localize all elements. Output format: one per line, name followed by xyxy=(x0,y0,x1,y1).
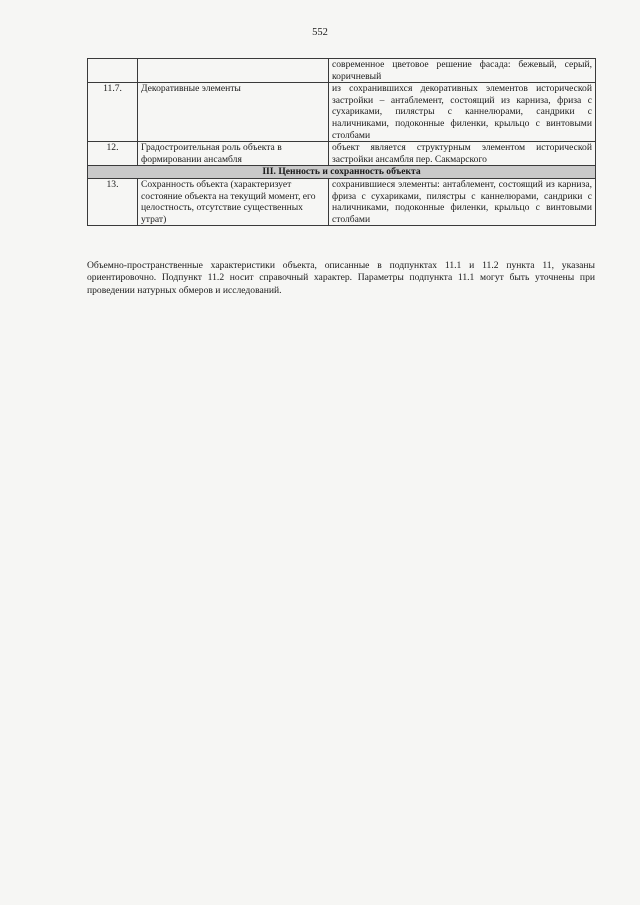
row-description: сохранившиеся элементы: антаблемент, состоящий из карниза, фриза с сухариками, пилястры с каннелюрами, сандрики с наличниками, подоконные филенки, крыльцо с винтовыми столбами xyxy=(329,178,596,225)
row-description: объект является структурным элементом исторической застройки ансамбля пер. Сакмарского xyxy=(329,142,596,166)
row-number: 11.7. xyxy=(88,83,138,142)
row-description: современное цветовое решение фасада: бежевый, серый, коричневый xyxy=(329,59,596,83)
table-row xyxy=(88,178,596,225)
section-title: III. Ценность и сохранность объекта xyxy=(88,166,596,179)
row-number xyxy=(88,59,138,83)
row-name: Сохранность объекта (характеризует состояние объекта на текущий момент, его целостность, отсутствие существенных утрат) xyxy=(138,178,329,225)
row-name xyxy=(138,59,329,83)
section-header-row xyxy=(88,166,596,179)
row-number: 13. xyxy=(88,178,138,225)
footnote-paragraph: Объемно-пространственные характеристики объекта, описанные в подпунктах 11.1 и 11.2 пункта 11, указаны ориентировочно. Подпункт 11.2 носит справочный характер. Параметры подпункта 11.1 могут быть уточнены при проведении натурных обмеров и исследований. xyxy=(87,259,595,296)
table-row xyxy=(88,59,596,83)
table-row xyxy=(88,83,596,142)
characteristics-table xyxy=(87,58,596,226)
table-row xyxy=(88,142,596,166)
row-number: 12. xyxy=(88,142,138,166)
page-number: 552 xyxy=(312,27,328,38)
row-name: Градостроительная роль объекта в формировании ансамбля xyxy=(138,142,329,166)
row-description: из сохранившихся декоративных элементов исторической застройки – антаблемент, состоящий из карниза, фриза с сухариками, пилястры с каннелюрами, сандрики с наличниками, подоконные филенки, крыльцо с винтовыми столбами xyxy=(329,83,596,142)
row-name: Декоративные элементы xyxy=(138,83,329,142)
